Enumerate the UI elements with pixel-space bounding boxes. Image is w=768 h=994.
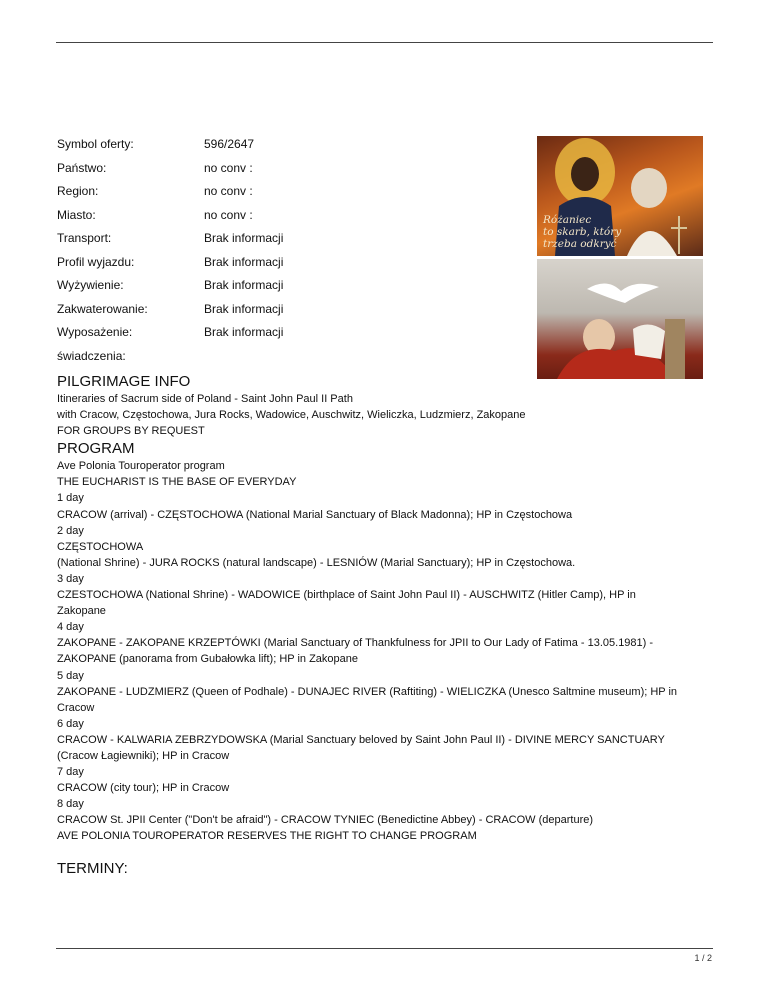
detail-row: [57, 161, 527, 185]
page-number: 1 / 2: [694, 953, 712, 963]
text-line: (National Shrine) - JURA ROCKS (natural landscape) - LESNIÓW (Marial Sanctuary); HP in Częstochowa.: [57, 556, 576, 569]
text-line: 7 day: [57, 766, 84, 779]
text-line: ZAKOPANE (panorama from Gubałowka lift); HP in Zakopane: [57, 653, 358, 666]
detail-label: Zakwaterowanie:: [57, 301, 148, 316]
offer-description: [57, 372, 717, 845]
text-line: THE EUCHARIST IS THE BASE OF EVERYDAY: [57, 476, 297, 489]
text-line: 1 day: [57, 492, 84, 505]
text-line: ZAKOPANE - ZAKOPANE KRZEPTÓWKI (Marial Sanctuary of Thankfulness for JPII to Our Lady of Fatima - 13.05.1981) -: [57, 637, 654, 650]
detail-label: Transport:: [57, 231, 112, 245]
detail-row: [57, 231, 527, 255]
pope-dove-image: [537, 259, 703, 379]
rosary-caption: Różaniec to skarb, który trzeba odkryć: [543, 214, 622, 250]
program-text: [57, 458, 717, 844]
text-line: CRACOW (city tour); HP in Cracow: [57, 782, 230, 795]
detail-label: Wyposażenie:: [57, 325, 133, 339]
offer-images: [537, 136, 703, 379]
text-line: CZESTOCHOWA (National Shrine) - WADOWICE (birthplace of Saint John Paul II) - AUSCHWITZ (Hitler Camp), HP in: [57, 589, 636, 602]
detail-label: Miasto:: [57, 207, 96, 222]
text-line: ZAKOPANE - LUDZMIERZ (Queen of Podhale) - DUNAJEC RIVER (Raftiting) - WIELICZKA (Unesco Saltmine museum); HP in: [57, 685, 678, 698]
detail-value: no conv :: [204, 160, 253, 175]
detail-row: [57, 255, 527, 279]
detail-label: świadczenia:: [57, 348, 126, 363]
text-line: CRACOW - KALWARIA ZEBRZYDOWSKA (Marial Sanctuary beloved by Saint John Paul II) - DIVINE MERCY SANCTUARY: [57, 733, 665, 746]
detail-row: [57, 278, 527, 302]
text-line: 5 day: [57, 669, 84, 682]
detail-value: 596/2647: [204, 137, 255, 151]
pilgrimage-title: PILGRIMAGE INFO: [57, 373, 191, 390]
text-line: Cracow: [57, 701, 95, 714]
detail-value: Brak informacji: [204, 301, 284, 316]
text-line: 6 day: [57, 717, 84, 730]
detail-row: [57, 208, 527, 232]
terminy-title: TERMINY:: [57, 860, 128, 877]
detail-row: [57, 137, 527, 161]
text-line: CRACOW (arrival) - CZĘSTOCHOWA (National Marial Sanctuary of Black Madonna); HP in Częstochowa: [57, 508, 573, 521]
text-line: CZĘSTOCHOWA: [57, 540, 144, 553]
detail-value: no conv :: [204, 184, 253, 198]
footer-rule: [56, 948, 713, 949]
program-title: PROGRAM: [57, 440, 135, 458]
text-line: Ave Polonia Touroperator program: [57, 460, 225, 473]
text-line: 3 day: [57, 572, 84, 585]
pilgrimage-text: [57, 391, 717, 439]
detail-value: no conv :: [204, 207, 253, 222]
detail-value: Brak informacji: [204, 254, 284, 269]
detail-label: Symbol oferty:: [57, 137, 134, 151]
text-line: CRACOW St. JPII Center ("Don't be afraid") - CRACOW TYNIEC (Benedictine Abbey) - CRACOW (departure): [57, 814, 594, 827]
detail-label: Wyżywienie:: [57, 278, 124, 292]
detail-value: Brak informacji: [204, 278, 284, 292]
pope-dove-illustration: [537, 259, 703, 379]
text-line: 2 day: [57, 524, 84, 537]
text-line: AVE POLONIA TOUROPERATOR RESERVES THE RIGHT TO CHANGE PROGRAM: [57, 830, 477, 843]
detail-row: [57, 184, 527, 208]
text-line: Zakopane: [57, 605, 106, 618]
detail-value: Brak informacji: [204, 231, 284, 245]
offer-details-table: [57, 137, 527, 372]
detail-label: Profil wyjazdu:: [57, 254, 135, 269]
detail-value: Brak informacji: [204, 325, 284, 339]
text-line: FOR GROUPS BY REQUEST: [57, 425, 205, 438]
detail-row: [57, 349, 527, 373]
detail-row: [57, 325, 527, 349]
text-line: 4 day: [57, 621, 84, 634]
detail-label: Region:: [57, 184, 99, 198]
text-line: with Cracow, Częstochowa, Jura Rocks, Wadowice, Auschwitz, Wieliczka, Ludzmierz, Zakopane: [57, 409, 526, 422]
detail-row: [57, 302, 527, 326]
text-line: 8 day: [57, 798, 84, 811]
text-line: (Cracow Łagiewniki); HP in Cracow: [57, 749, 230, 762]
rosary-poster-image: [537, 136, 703, 256]
detail-label: Państwo:: [57, 160, 107, 175]
text-line: Itineraries of Sacrum side of Poland - Saint John Paul II Path: [57, 393, 353, 405]
header-rule: [56, 42, 713, 43]
